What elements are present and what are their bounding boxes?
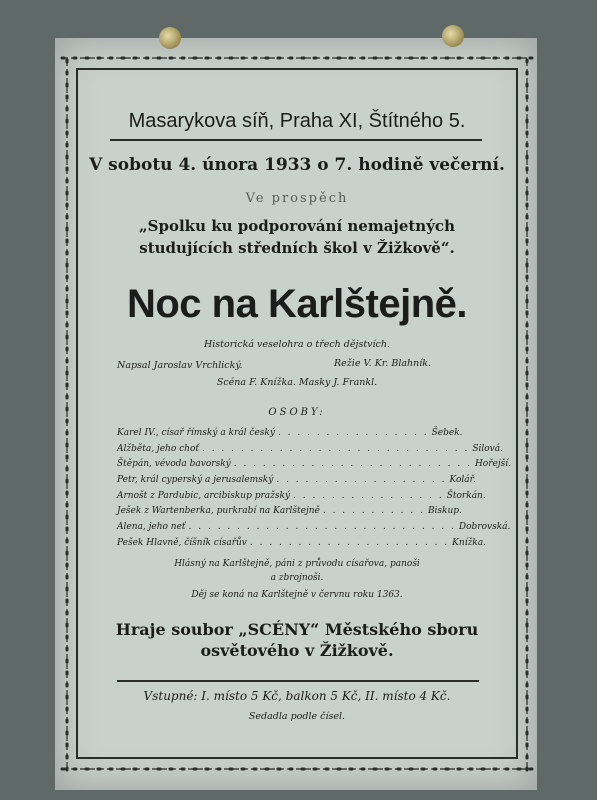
setting-note: Děj se koná na Karlštejně v červnu roku 1363. [191, 590, 403, 600]
director-credit: Režie V. Kr. Blahník. [334, 358, 432, 369]
cast-role: Ješek z Wartenberka, purkrabí na Karlštejně [117, 506, 320, 517]
extras-line: a zbrojnoši. [270, 573, 324, 583]
society-line: studujících středních škol v Žižkově“. [139, 239, 455, 257]
ornament-border-left [62, 60, 72, 770]
ensemble-line: osvětového v Žižkově. [200, 641, 394, 660]
cast-actor: Šebek. [431, 428, 463, 438]
cast-actor: Silová. [472, 443, 503, 454]
extras-line: Hlásný na Karlštejně, páni z průvodu císařova, panoši [174, 559, 420, 569]
cast-heading: OSOBY: [268, 407, 326, 418]
ensemble-credit [76, 619, 518, 661]
cast-actor: Kolář. [449, 475, 476, 486]
ornament-border-right [522, 60, 532, 770]
scenery-masks-credit: Scéna F. Knížka. Masky J. Frankl. [216, 377, 378, 388]
author-credit: Napsal Jaroslav Vrchlický. [117, 360, 243, 371]
cast-row: Arnošt z Pardubic, arcibiskup pražský . . . . . . . . . . . . . . . . Štorkán. [117, 491, 457, 507]
play-genre: Historická veselohra o třech dějstvích. [203, 339, 391, 350]
cast-row: Ješek z Wartenberka, purkrabí na Karlštejně . . . . . . . . . . . Biskup. [117, 506, 457, 522]
seating-note: Sedadla podle čísel. [248, 711, 346, 722]
divider [110, 139, 482, 141]
extras-note [76, 557, 518, 585]
cast-actor: Hořejší. [474, 459, 511, 470]
cast-row: Alžběta, jeho choť . . . . . . . . . . . . . . . . . . . . . . . . . . . . Silová. [117, 444, 457, 460]
cast-list [117, 428, 511, 554]
cast-row: Karel IV., císař římský a král český . . . . . . . . . . . . . . . . Šebek. [117, 428, 457, 444]
ornament-border-top [62, 53, 532, 63]
society-line: „Spolku ku podporování nemajetných [139, 217, 455, 235]
cast-role: Alena, jeho neť [117, 522, 186, 533]
benefit-label: Ve prospěch [245, 191, 349, 206]
admission-prices: Vstupné: I. místo 5 Kč, balkon 5 Kč, II. místo 4 Kč. [143, 689, 451, 703]
cast-row: Štěpán, vévoda bavorský . . . . . . . . . . . . . . . . . . . . . . . . . Hořejší. [117, 459, 457, 475]
cast-actor: Dobrovská. [458, 522, 511, 533]
cast-actor: Knížka. [452, 537, 486, 548]
cast-role: Pešek Hlavně, číšník císařův [117, 537, 247, 548]
performance-date: V sobotu 4. února 1933 o 7. hodině večerní. [89, 155, 505, 175]
cast-role: Petr, král cyperský a jerusalemský [117, 475, 274, 486]
cast-role: Arnošt z Pardubic, arcibiskup pražský [117, 490, 291, 501]
pushpin-icon [442, 25, 464, 47]
venue-heading: Masarykova síň, Praha XI, Štítného 5. [128, 110, 466, 132]
cast-role: Štěpán, vévoda bavorský [117, 459, 231, 470]
cast-row: Pešek Hlavně, číšník císařův . . . . . . . . . . . . . . . . . . . . . Knížka. [117, 538, 457, 554]
cast-row: Alena, jeho neť . . . . . . . . . . . . . . . . . . . . . . . . . . . . Dobrovská. [117, 522, 511, 533]
cast-role: Alžběta, jeho choť [117, 443, 199, 454]
cast-actor: Štorkán. [446, 490, 486, 501]
divider [117, 680, 479, 682]
ensemble-line: Hraje soubor „SCÉNY“ Městského sboru [115, 620, 479, 639]
cast-actor: Biskup. [427, 506, 462, 517]
pushpin-icon [159, 27, 181, 49]
play-title: Noc na Karlštejně. [126, 282, 467, 326]
cast-row: Petr, král cyperský a jerusalemský . . . . . . . . . . . . . . . . . . Kolář. [117, 475, 457, 491]
beneficiary-society [76, 215, 518, 259]
ornament-border-bottom [62, 764, 532, 774]
cast-role: Karel IV., císař římský a král český [117, 428, 275, 438]
